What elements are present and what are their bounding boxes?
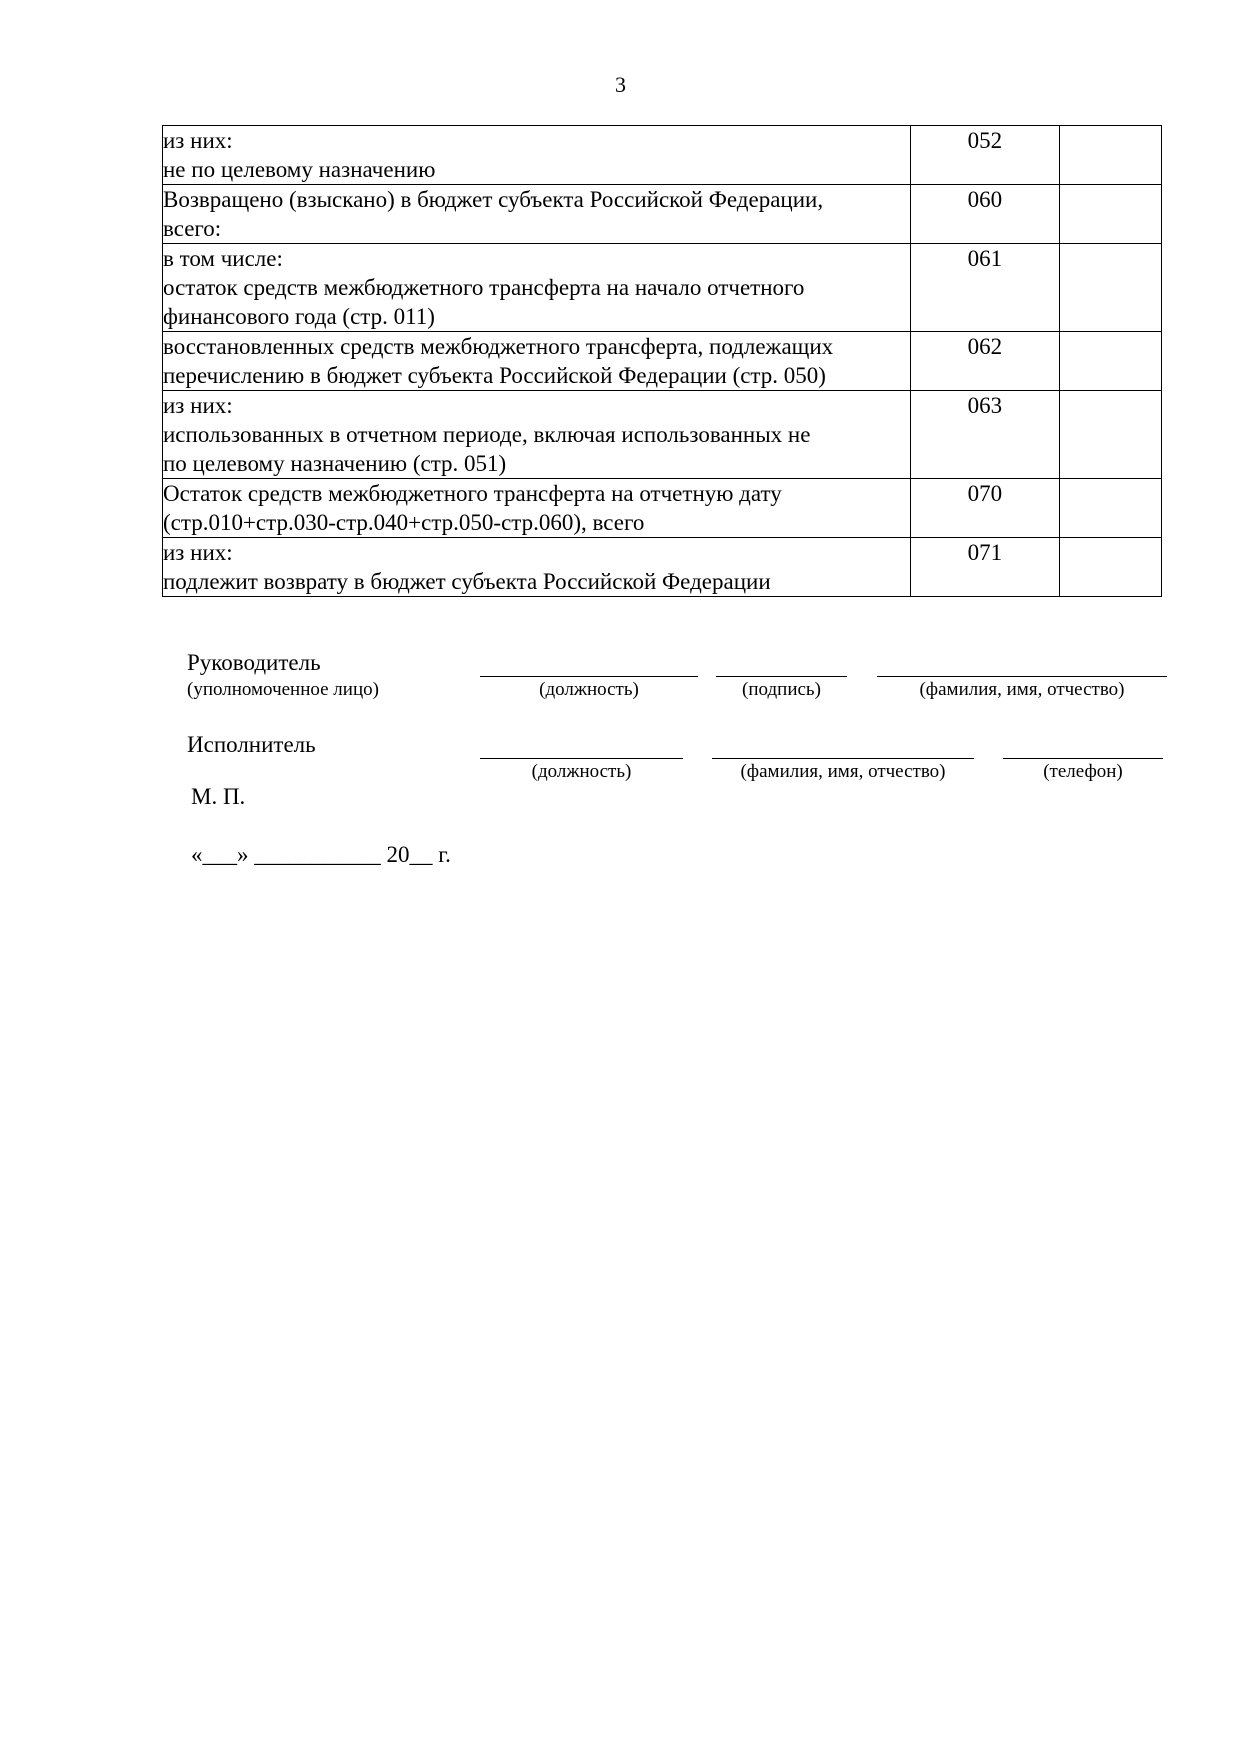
head-position-line[interactable]	[480, 676, 698, 677]
row-code: 070	[910, 479, 1059, 538]
row-description-line: в том числе:	[163, 246, 283, 271]
row-value-cell[interactable]	[1059, 391, 1161, 479]
row-description-line: восстановленных средств межбюджетного трансферта, подлежащих	[163, 334, 834, 359]
row-value-cell[interactable]	[1059, 244, 1161, 332]
row-description	[163, 332, 911, 391]
row-value-cell[interactable]	[1059, 538, 1161, 597]
row-description-line: по целевому назначению (стр. 051)	[163, 451, 507, 476]
row-value-cell[interactable]	[1059, 185, 1161, 244]
row-description-line: из них:	[163, 128, 233, 153]
row-description	[163, 185, 911, 244]
executor-title: Исполнитель	[187, 732, 316, 757]
row-description-line: перечислению в бюджет субъекта Российской Федерации (стр. 050)	[163, 363, 826, 388]
row-description-line: остаток средств межбюджетного трансферта на начало отчетного	[163, 275, 805, 300]
head-signature-line[interactable]	[716, 676, 847, 677]
row-description-line: Остаток средств межбюджетного трансферта на отчетную дату	[163, 481, 782, 506]
table-row	[163, 244, 1162, 332]
head-subtitle: (уполномоченное лицо)	[187, 679, 379, 700]
row-description-line: использованных в отчетном периоде, включая использованных не	[163, 422, 811, 447]
row-description-line: из них:	[163, 393, 233, 418]
head-caption-position: (должность)	[539, 679, 639, 700]
row-code: 063	[910, 391, 1059, 479]
row-code: 071	[910, 538, 1059, 597]
row-code: 052	[910, 126, 1059, 185]
executor-caption-position: (должность)	[531, 761, 632, 782]
row-description	[163, 538, 911, 597]
row-description-line: всего:	[163, 216, 222, 241]
row-description	[163, 126, 911, 185]
row-description	[163, 391, 911, 479]
row-description-line: подлежит возврату в бюджет субъекта Российской Федерации	[163, 569, 771, 594]
executor-position-line[interactable]	[480, 758, 683, 759]
executor-caption-phone: (телефон)	[1043, 761, 1123, 782]
executor-caption-name: (фамилия, имя, отчество)	[740, 761, 946, 782]
page-number: 3	[615, 72, 626, 97]
table-row	[163, 332, 1162, 391]
stamp-label: М. П.	[191, 784, 246, 809]
head-name-line[interactable]	[877, 676, 1167, 677]
table-row	[163, 185, 1162, 244]
executor-name-line[interactable]	[712, 758, 974, 759]
row-value-cell[interactable]	[1059, 332, 1161, 391]
head-caption-name: (фамилия, имя, отчество)	[919, 679, 1125, 700]
row-description-line: (стр.010+стр.030-стр.040+стр.050-стр.060), всего	[163, 510, 645, 535]
report-table-body	[163, 126, 1162, 597]
head-caption-signature: (подпись)	[742, 679, 821, 700]
row-code: 061	[910, 244, 1059, 332]
row-description-line: Возвращено (взыскано) в бюджет субъекта Российской Федерации,	[163, 187, 824, 212]
executor-phone-line[interactable]	[1003, 758, 1163, 759]
report-table	[162, 125, 1162, 597]
row-value-cell[interactable]	[1059, 126, 1161, 185]
row-description-line: не по целевому назначению	[163, 157, 436, 182]
row-description	[163, 244, 911, 332]
table-row	[163, 479, 1162, 538]
table-row	[163, 126, 1162, 185]
date-line[interactable]: «___» ___________ 20__ г.	[191, 842, 451, 867]
table-row	[163, 538, 1162, 597]
row-description-line: финансового года (стр. 011)	[163, 304, 435, 329]
head-title: Руководитель	[187, 650, 321, 675]
row-value-cell[interactable]	[1059, 479, 1161, 538]
table-row	[163, 391, 1162, 479]
row-code: 062	[910, 332, 1059, 391]
row-code: 060	[910, 185, 1059, 244]
row-description	[163, 479, 911, 538]
row-description-line: из них:	[163, 540, 233, 565]
